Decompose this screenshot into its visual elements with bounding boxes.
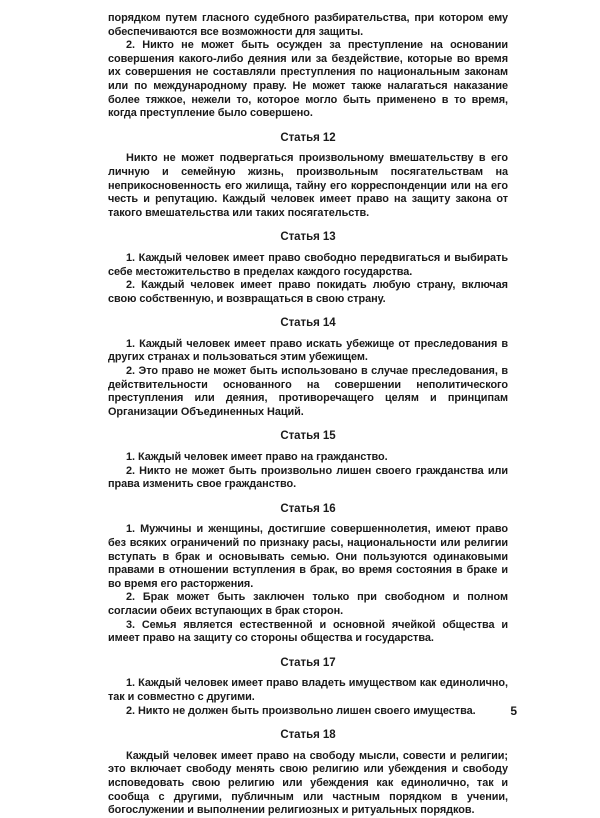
intro-paragraph-2: 2. Никто не может быть осужден за преступление на основании совершения какого-либо деяния или за бездействие, которые во время их совершения не составляли преступления по национальным законам или по международному праву. Не может также налагаться наказание более тяжкое, нежели то, которое могло быть применено в то время, когда преступление было совершено. — [108, 39, 508, 120]
article-14 — [108, 317, 508, 419]
article-16-paragraph-3: 3. Семья является естественной и основной ячейкой общества и имеет право на защиту со стороны общества и государства. — [108, 618, 508, 645]
page-number: 5 — [510, 704, 517, 718]
article-18 — [108, 729, 508, 818]
intro-paragraph-1: порядком путем гласного судебного разбирательства, при котором ему обеспечиваются все возможности для защиты. — [108, 12, 508, 38]
article-15-paragraph-1: 1. Каждый человек имеет право на гражданство. — [126, 451, 388, 464]
article-16-title: Статья 16 — [280, 502, 336, 515]
article-15 — [108, 430, 508, 491]
article-16-paragraph-2: 2. Брак может быть заключен только при свободном и полном согласии обеих вступающих в брак сторон. — [108, 591, 508, 617]
article-15-title: Статья 15 — [280, 430, 336, 443]
article-16-paragraph-1: 1. Мужчины и женщины, достигшие совершеннолетия, имеют право без всяких ограничений по признаку расы, национальности или религии вступать в брак и основывать семью. Они пользуются одинаковыми правами в отношении вступления в брак, во время состояния в браке и во время его расторжения. — [108, 523, 508, 590]
article-12-paragraph-1: Никто не может подвергаться произвольному вмешательству в его личную и семейную жизнь, произвольным посягательствам на неприкосновенность его жилища, тайну его корреспонденции или на его честь и репутацию. Каждый человек имеет право на защиту закона от такого вмешательства или таких посягательств. — [108, 152, 508, 219]
article-17 — [108, 657, 508, 718]
article-18-paragraph-1: Каждый человек имеет право на свободу мысли, совести и религии; это включает свободу менять свою религию или убеждения и свободу исповедовать свою религию или убеждения как единолично, так и сообща с другими, публичным или частным порядком в учении, богослужении и выполнении религиозных и ритуальных порядков. — [108, 749, 508, 817]
article-14-paragraph-2: 2. Это право не может быть использовано в случае преследования, в действительности основанного на совершении неполитического преступления или деяния, противоречащего целям и принципам Организации Объединенных Наций. — [108, 365, 508, 418]
article-17-paragraph-1: 1. Каждый человек имеет право владеть имуществом как единолично, так и совместно с другими. — [108, 677, 508, 703]
article-13 — [108, 231, 508, 306]
article-14-title: Статья 14 — [280, 317, 336, 330]
article-17-paragraph-2: 2. Никто не должен быть произвольно лишен своего имущества. — [126, 704, 476, 717]
article-13-title: Статья 13 — [280, 231, 336, 244]
article-17-title: Статья 17 — [280, 656, 336, 669]
document-body — [108, 12, 508, 818]
article-16 — [108, 503, 508, 646]
article-15-paragraph-2: 2. Никто не может быть произвольно лишен своего гражданства или права изменить свое гражданство. — [108, 464, 508, 491]
article-18-title: Статья 18 — [280, 729, 336, 742]
article-12-title: Статья 12 — [280, 131, 336, 144]
article-13-paragraph-2: 2. Каждый человек имеет право покидать любую страну, включая свою собственную, и возвращаться в свою страну. — [108, 279, 508, 305]
article-13-paragraph-1: 1. Каждый человек имеет право свободно передвигаться и выбирать себе местожительство в пределах каждого государства. — [108, 251, 508, 278]
article-12 — [108, 132, 508, 221]
article-14-paragraph-1: 1. Каждый человек имеет право искать убежище от преследования в других странах и пользоваться этим убежищем. — [108, 337, 508, 364]
